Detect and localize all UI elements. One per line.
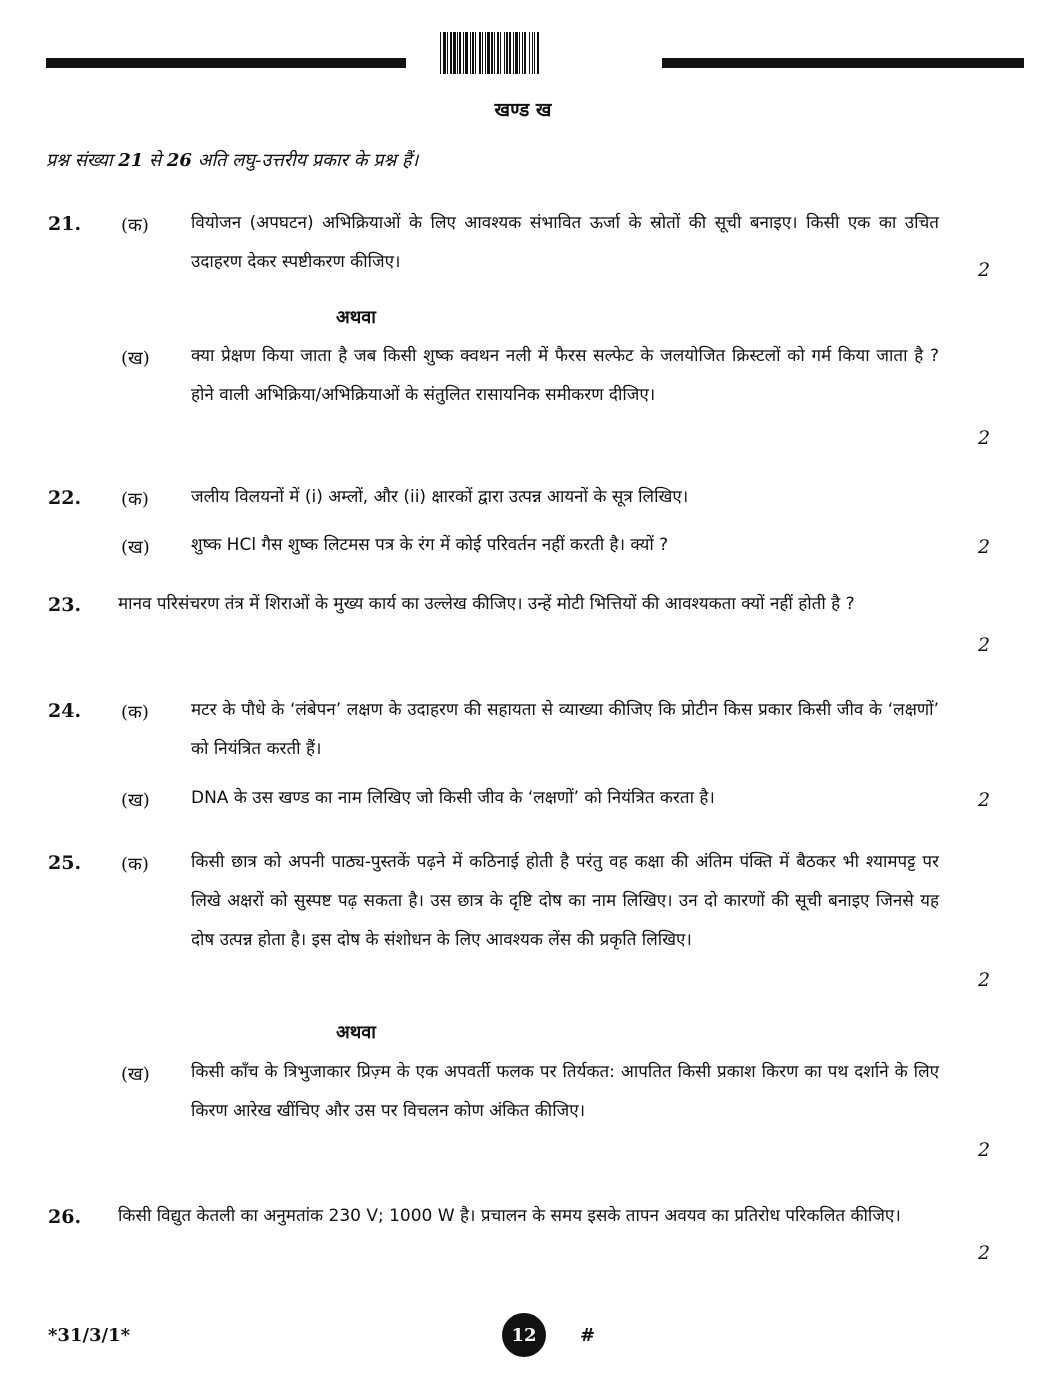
marks: 2 bbox=[978, 969, 991, 991]
sub-label: (ख) bbox=[121, 1064, 150, 1085]
paper-code: *31/3/1* bbox=[48, 1325, 131, 1346]
sub-label: (ख) bbox=[121, 790, 150, 811]
question-text: किसी छात्र को अपनी पाठ्य-पुस्तकें पढ़ने में कठिनाई होती है परंतु वह कक्षा की अंतिम पंक्ति में बैठकर भी श्यामपट्ट पर लिखे अक्षरों को सुस्पष्ट पढ़ सकता है। उस छात्र के दृष्टि दोष का नाम लिखिए। उन दो कारणों की सूची बनाइए जिनसे यह दोष उत्पन्न होता है। इस दोष के संशोधन के लिए आवश्यक लेंस की प्रकृति लिखिए। bbox=[191, 852, 939, 950]
instruction-text: से bbox=[143, 150, 167, 171]
question-number: 24. bbox=[48, 700, 82, 722]
instruction-line bbox=[46, 148, 418, 172]
page-number-badge: 12 bbox=[502, 1313, 546, 1357]
question-text: मटर के पौधे के ‘लंबेपन’ लक्षण के उदाहरण की सहायता से व्याख्या कीजिए कि प्रोटीन किस प्रकार किसी जीव के ‘लक्षणों’ को नियंत्रित करती हैं। bbox=[191, 700, 939, 759]
question-text: DNA के उस खण्ड का नाम लिखिए जो किसी जीव के ‘लक्षणों’ को नियंत्रित करता है। bbox=[191, 788, 715, 808]
question-text: क्या प्रेक्षण किया जाता है जब किसी शुष्क क्वथन नली में फैरस सल्फेट के जलयोजित क्रिस्टलों को गर्म किया जाता है ? होने वाली अभिक्रिया/अभिक्रियाओं के संतुलित रासायनिक समीकरण दीजिए। bbox=[191, 346, 939, 405]
section-title: खण्ड ख bbox=[494, 99, 552, 121]
marks: 2 bbox=[978, 536, 991, 558]
header-rule-left bbox=[46, 58, 406, 68]
marks: 2 bbox=[978, 789, 991, 811]
sub-label: (क) bbox=[121, 215, 149, 236]
barcode-icon bbox=[440, 32, 632, 74]
instruction-to: 26 bbox=[166, 150, 192, 171]
question-text: किसी काँच के त्रिभुजाकार प्रिज़्म के एक अपवर्ती फलक पर तिर्यकत: आपतित किसी प्रकाश किरण का पथ दर्शाने के लिए किरण आरेख खींचिए और उस पर विचलन कोण अंकित कीजिए। bbox=[191, 1062, 939, 1121]
question-text: मानव परिसंचरण तंत्र में शिराओं के मुख्य कार्य का उल्लेख कीजिए। उन्हें मोटी भित्तियों की आवश्यकता क्यों नहीं होती है ? bbox=[118, 594, 855, 614]
header-rule-right bbox=[662, 58, 1024, 68]
instruction-text: अति लघु-उत्तरीय प्रकार के प्रश्न हैं। bbox=[191, 150, 419, 171]
question-text: शुष्क HCl गैस शुष्क लिटमस पत्र के रंग में कोई परिवर्तन नहीं करती है। क्यों ? bbox=[191, 535, 669, 555]
sub-label: (ख) bbox=[121, 348, 150, 369]
question-number: 23. bbox=[48, 594, 82, 616]
question-number: 26. bbox=[48, 1206, 82, 1228]
or-label: अथवा bbox=[336, 1022, 376, 1043]
instruction-text: प्रश्न संख्या bbox=[46, 150, 119, 171]
or-label: अथवा bbox=[336, 307, 376, 328]
marks: 2 bbox=[978, 634, 991, 656]
sub-label: (क) bbox=[121, 702, 149, 723]
question-text: किसी विद्युत केतली का अनुमतांक 230 V; 1000 W है। प्रचालन के समय इसके तापन अवयव का प्रतिरोध परिकलित कीजिए। bbox=[118, 1206, 901, 1226]
sub-label: (ख) bbox=[121, 537, 150, 558]
instruction-from: 21 bbox=[118, 150, 144, 171]
question-number: 25. bbox=[48, 852, 82, 874]
sub-label: (क) bbox=[121, 489, 149, 510]
marks: 2 bbox=[978, 427, 991, 449]
question-text: जलीय विलयनों में (i) अम्लों, और (ii) क्षारकों द्वारा उत्पन्न आयनों के सूत्र लिखिए। bbox=[191, 487, 689, 507]
sub-label: (क) bbox=[121, 854, 149, 875]
question-text: वियोजन (अपघटन) अभिक्रियाओं के लिए आवश्यक संभावित ऊर्जा के स्रोतों की सूची बनाइए। किसी एक का उचित उदाहरण देकर स्पष्टीकरण कीजिए। bbox=[191, 213, 939, 272]
hash-mark: # bbox=[580, 1325, 596, 1346]
marks: 2 bbox=[978, 259, 991, 281]
marks: 2 bbox=[978, 1242, 991, 1264]
marks: 2 bbox=[978, 1139, 991, 1161]
question-number: 21. bbox=[48, 213, 82, 235]
question-number: 22. bbox=[48, 487, 82, 509]
